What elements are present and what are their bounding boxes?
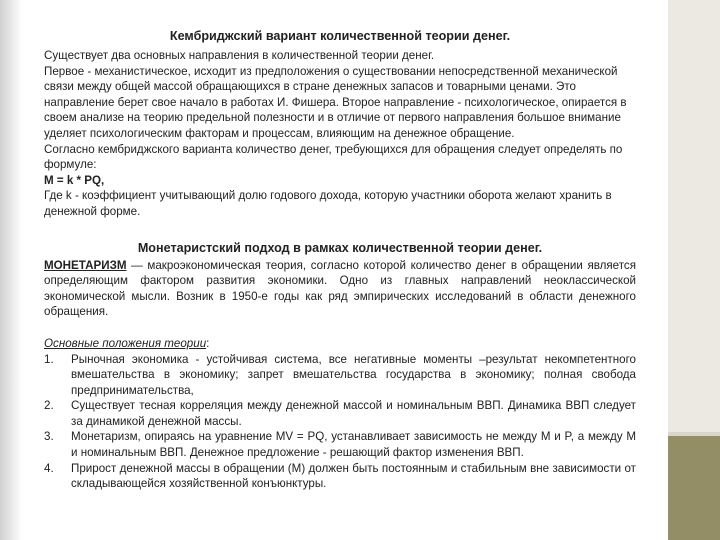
- list-item: [44, 461, 636, 492]
- list-item-number: 2.: [44, 399, 54, 413]
- list-heading-text: Основные положения теории: [44, 336, 207, 350]
- list-heading: [44, 336, 636, 352]
- list-item-text: Рыночная экономика - устойчивая система, все негативные моменты –результат некомпетентного вмешательства в экономику; запрет вмешательства государства в экономику; полная свобода предпринимательства,: [71, 352, 636, 397]
- slide-shadow-edge: [0, 0, 22, 540]
- list-item: [44, 429, 636, 460]
- list-item-text: Монетаризм, опираясь на уравнение MV = PQ, устанавливает зависимость не между M и P, а между M и номинальным ВВП. Денежное предложение - решающий фактор изменения ВВП.: [71, 430, 636, 460]
- list-item-text: Прирост денежной массы в обращении (M) должен быть постоянным и стабильным вне зависимости от складывающейся хозяйственной конъюнктуры.: [71, 461, 636, 491]
- list-heading-colon: :: [206, 336, 210, 350]
- section2-title: Монетаристский подход в рамках количественной теории денег.: [137, 240, 543, 255]
- list-item-number: 4.: [44, 461, 54, 475]
- cambridge-formula: M = k * PQ,: [44, 173, 105, 187]
- spacer: [44, 320, 636, 336]
- slide-content: [44, 28, 636, 492]
- monetarism-term: МОНЕТАРИЗМ: [44, 258, 127, 272]
- list-item-number: 1.: [44, 352, 54, 366]
- decorative-sidebar: [668, 0, 720, 540]
- monetarism-definition-text: — макроэкономическая теория, согласно которой количество денег в обращении является определяющим фактором развития экономики. Одно из главных направлений неоклассической экономической мысли. Возник в 1950-е годы как ряд эмпирических исследований в области денежного обращения.: [44, 258, 636, 319]
- formula-explanation: Где k - коэффициент учитывающий долю годового дохода, которую участники оборота желают хранить в денежной форме.: [44, 189, 612, 218]
- theory-points-list: [44, 352, 636, 492]
- sidebar-dark-block: [668, 436, 720, 540]
- monetarism-definition: [44, 258, 636, 320]
- list-item-number: 3.: [44, 430, 54, 444]
- list-item-text: Существует тесная корреляция между денежной массой и номинальным ВВП. Динамика ВВП следует за динамикой денежной массы.: [71, 399, 636, 428]
- section1-paragraph-directions: Первое - механистическое, исходит из предположения о существовании непосредственной механической связи между общей массой обращающихся в стране денежных запасов и товарными ценами. Это направление берет свое начало в работах И. Фишера. Второе направление - психологическое, опирается в своем анализе на теорию предельной полезности и в отличие от первого направления большое внимание уделяет психологическим факторам и процессам, влияющим на денежное обращение.: [44, 64, 627, 140]
- section1-paragraph-cambridge: Согласно кембриджского варианта количество денег, требующихся для обращения следует определять по формуле:: [44, 142, 623, 172]
- section1-title: Кембриджский вариант количественной теории денег.: [169, 29, 511, 43]
- section1-paragraph-intro: Существует два основных направления в количественной теории денег.: [44, 49, 435, 62]
- sidebar-light-block: [668, 0, 720, 432]
- list-item: [44, 398, 636, 429]
- list-item: [44, 352, 636, 399]
